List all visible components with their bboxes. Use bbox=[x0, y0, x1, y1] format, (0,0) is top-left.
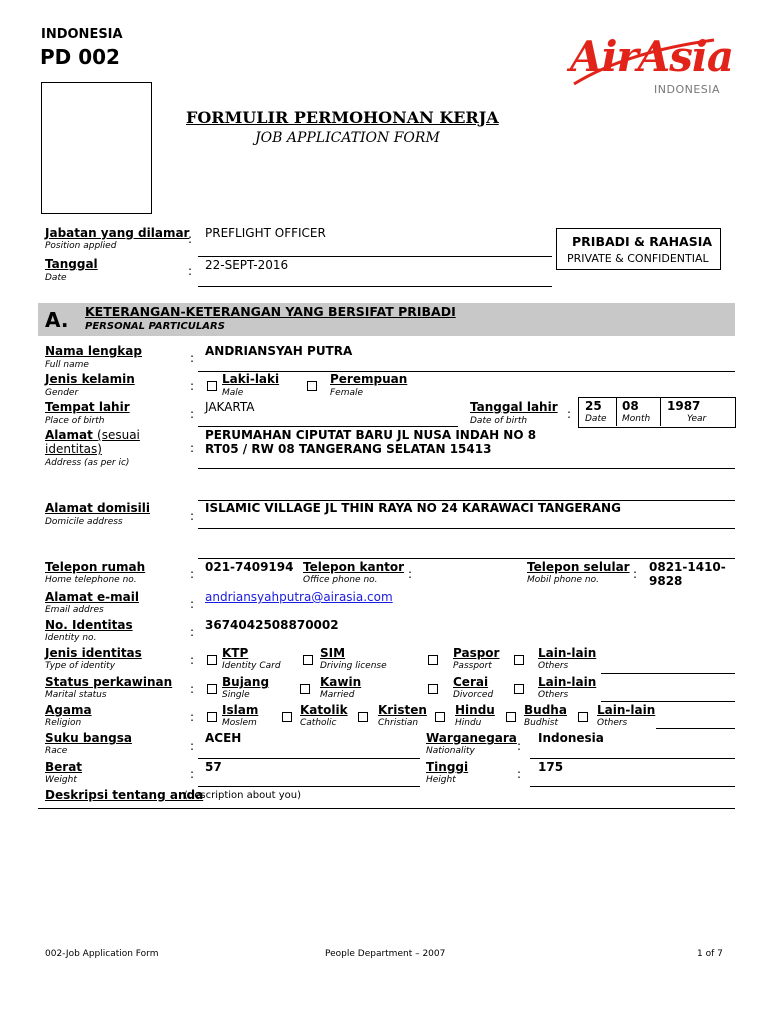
domicile-label: Alamat domisili bbox=[45, 501, 150, 515]
religion-catholic-label: Katolik bbox=[300, 703, 348, 717]
birthplace-sublabel: Place of birth bbox=[45, 416, 105, 426]
photo-box bbox=[41, 82, 152, 214]
birthdate-year-sublabel: Year bbox=[687, 414, 707, 424]
domicile-underline bbox=[198, 528, 735, 529]
religion-budha-sublabel: Budhist bbox=[524, 718, 559, 728]
gender-male-checkbox[interactable] bbox=[207, 381, 217, 391]
gender-male-sublabel: Male bbox=[222, 388, 244, 398]
colon: : bbox=[567, 407, 572, 421]
position-sublabel: Position applied bbox=[45, 241, 117, 251]
birthplace-value[interactable]: JAKARTA bbox=[205, 400, 255, 414]
gender-male-label: Laki-laki bbox=[222, 372, 280, 386]
height-underline bbox=[530, 786, 735, 787]
marital-married-sublabel: Married bbox=[320, 690, 355, 700]
mobile-phone-label: Telepon selular bbox=[527, 560, 630, 574]
gender-female-label: Perempuan bbox=[330, 372, 408, 386]
height-label: Tinggi bbox=[426, 760, 469, 774]
nationality-value[interactable]: Indonesia bbox=[538, 731, 604, 745]
colon: : bbox=[190, 682, 195, 696]
religion-label: Agama bbox=[45, 703, 92, 717]
address-label-note: (sesuai bbox=[97, 428, 140, 442]
id-no-sublabel: Identity no. bbox=[45, 633, 97, 643]
office-phone-sublabel: Office phone no. bbox=[303, 575, 378, 585]
id-other-underline bbox=[601, 673, 735, 674]
height-sublabel: Height bbox=[426, 775, 456, 785]
marital-single-checkbox[interactable] bbox=[207, 684, 217, 694]
colon: : bbox=[190, 379, 195, 393]
gender-label: Jenis kelamin bbox=[45, 372, 135, 386]
mobile-phone-sublabel: Mobil phone no. bbox=[527, 575, 599, 585]
colon: : bbox=[190, 597, 195, 611]
address-label-main: Alamat bbox=[45, 428, 93, 442]
name-sublabel: Full name bbox=[45, 360, 89, 370]
colon: : bbox=[188, 264, 193, 278]
id-no-label: No. Identitas bbox=[45, 618, 133, 632]
religion-islam-sublabel: Moslem bbox=[222, 718, 257, 728]
marital-divorced-label: Cerai bbox=[453, 675, 489, 689]
marital-other-underline bbox=[601, 701, 735, 702]
id-sim-checkbox[interactable] bbox=[303, 655, 313, 665]
description-label: Deskripsi tentang anda bbox=[45, 788, 204, 802]
country-label: INDONESIA bbox=[41, 27, 123, 42]
marital-other-label: Lain-lain bbox=[538, 675, 597, 689]
form-title: FORMULIR PERMOHONAN KERJA bbox=[186, 108, 499, 127]
form-subtitle: JOB APPLICATION FORM bbox=[255, 130, 440, 146]
marital-other-sublabel: Others bbox=[538, 690, 569, 700]
airasia-logo bbox=[566, 22, 734, 100]
birthdate-day[interactable]: 25 bbox=[585, 399, 602, 413]
race-sublabel: Race bbox=[45, 746, 68, 756]
weight-label: Berat bbox=[45, 760, 83, 774]
date-value[interactable]: 22-SEPT-2016 bbox=[205, 258, 289, 272]
id-sim-label: SIM bbox=[320, 646, 346, 660]
name-label: Nama lengkap bbox=[45, 344, 142, 358]
weight-underline bbox=[198, 786, 420, 787]
date-underline bbox=[198, 286, 552, 287]
office-phone-label: Telepon kantor bbox=[303, 560, 405, 574]
religion-other-underline bbox=[656, 728, 735, 729]
doc-code: PD 002 bbox=[40, 45, 120, 69]
race-underline bbox=[198, 758, 420, 759]
section-a-subtitle: PERSONAL PARTICULARS bbox=[85, 321, 225, 332]
position-value[interactable]: PREFLIGHT OFFICER bbox=[205, 226, 326, 240]
colon: : bbox=[190, 739, 195, 753]
religion-christian-sublabel: Christian bbox=[378, 718, 419, 728]
colon: : bbox=[408, 567, 413, 581]
colon: : bbox=[517, 739, 522, 753]
home-phone-label: Telepon rumah bbox=[45, 560, 146, 574]
religion-budha-label: Budha bbox=[524, 703, 567, 717]
home-phone-sublabel: Home telephone no. bbox=[45, 575, 137, 585]
footer-center: People Department – 2007 bbox=[325, 949, 446, 959]
religion-catholic-checkbox[interactable] bbox=[282, 712, 292, 722]
religion-hindu-label: Hindu bbox=[455, 703, 495, 717]
nationality-label: Warganegara bbox=[426, 731, 517, 745]
marital-label: Status perkawinan bbox=[45, 675, 173, 689]
id-type-sublabel: Type of identity bbox=[45, 661, 116, 671]
gender-female-checkbox[interactable] bbox=[307, 381, 317, 391]
phone-topline bbox=[198, 558, 735, 559]
religion-catholic-sublabel: Catholic bbox=[300, 718, 337, 728]
name-value[interactable]: ANDRIANSYAH PUTRA bbox=[205, 344, 353, 358]
race-value[interactable]: ACEH bbox=[205, 731, 242, 745]
description-underline bbox=[38, 808, 735, 809]
colon: : bbox=[190, 441, 195, 455]
marital-single-sublabel: Single bbox=[222, 690, 250, 700]
id-other-label: Lain-lain bbox=[538, 646, 597, 660]
colon: : bbox=[190, 710, 195, 724]
birthdate-label: Tanggal lahir bbox=[470, 400, 558, 414]
id-passport-sublabel: Passport bbox=[453, 661, 492, 671]
height-value[interactable]: 175 bbox=[538, 760, 564, 774]
marital-divorced-checkbox[interactable] bbox=[428, 684, 438, 694]
mobile-phone-value-2[interactable]: 9828 bbox=[649, 574, 683, 588]
id-ktp-label: KTP bbox=[222, 646, 249, 660]
position-label: Jabatan yang dilamar bbox=[45, 226, 190, 240]
weight-sublabel: Weight bbox=[45, 775, 77, 785]
religion-christian-checkbox[interactable] bbox=[358, 712, 368, 722]
religion-hindu-sublabel: Hindu bbox=[455, 718, 482, 728]
id-passport-label: Paspor bbox=[453, 646, 500, 660]
email-value[interactable]: andriansyahputra@airasia.com bbox=[205, 590, 393, 604]
address-label bbox=[45, 428, 140, 442]
race-label: Suku bangsa bbox=[45, 731, 132, 745]
colon: : bbox=[190, 625, 195, 639]
marital-other-checkbox[interactable] bbox=[514, 684, 524, 694]
date-sublabel: Date bbox=[45, 273, 67, 283]
id-ktp-checkbox[interactable] bbox=[207, 655, 217, 665]
religion-other-checkbox[interactable] bbox=[578, 712, 588, 722]
religion-budha-checkbox[interactable] bbox=[506, 712, 516, 722]
confidential-subtitle: PRIVATE & CONFIDENTIAL bbox=[567, 252, 709, 265]
birthdate-day-sublabel: Date bbox=[585, 414, 607, 424]
religion-christian-label: Kristen bbox=[378, 703, 427, 717]
domicile-sublabel: Domicile address bbox=[45, 517, 123, 527]
colon: : bbox=[190, 407, 195, 421]
id-type-label: Jenis identitas bbox=[45, 646, 142, 660]
colon: : bbox=[190, 767, 195, 781]
gender-female-sublabel: Female bbox=[330, 388, 364, 398]
colon: : bbox=[190, 567, 195, 581]
colon: : bbox=[190, 351, 195, 365]
address-sublabel: Address (as per ic) bbox=[45, 458, 130, 468]
marital-married-checkbox[interactable] bbox=[300, 684, 310, 694]
email-label: Alamat e-mail bbox=[45, 590, 139, 604]
mobile-phone-value-1[interactable]: 0821-1410- bbox=[649, 560, 726, 574]
footer-left: 002-Job Application Form bbox=[45, 949, 159, 959]
birthplace-label: Tempat lahir bbox=[45, 400, 130, 414]
colon: : bbox=[190, 509, 195, 523]
description-sublabel: (description about you) bbox=[184, 790, 301, 801]
religion-other-label: Lain-lain bbox=[597, 703, 656, 717]
religion-islam-label: Islam bbox=[222, 703, 259, 717]
colon: : bbox=[190, 653, 195, 667]
birthdate-month-sublabel: Month bbox=[622, 414, 651, 424]
religion-islam-checkbox[interactable] bbox=[207, 712, 217, 722]
weight-value[interactable]: 57 bbox=[205, 760, 222, 774]
colon: : bbox=[188, 232, 193, 246]
address-label-cont: identitas) bbox=[45, 442, 102, 456]
address-line2[interactable]: RT05 / RW 08 TANGERANG SELATAN 15413 bbox=[205, 442, 492, 456]
religion-other-sublabel: Others bbox=[597, 718, 628, 728]
id-other-sublabel: Others bbox=[538, 661, 569, 671]
section-a-title: KETERANGAN-KETERANGAN YANG BERSIFAT PRIBADI bbox=[85, 304, 456, 319]
birthdate-divider bbox=[660, 397, 661, 426]
logo-subtext: INDONESIA bbox=[654, 83, 721, 96]
id-sim-sublabel: Driving license bbox=[320, 661, 387, 671]
gender-sublabel: Gender bbox=[45, 388, 79, 398]
birthdate-year[interactable]: 1987 bbox=[667, 399, 701, 413]
id-no-value[interactable]: 3674042508870002 bbox=[205, 618, 339, 632]
marital-divorced-sublabel: Divorced bbox=[453, 690, 494, 700]
birthplace-underline bbox=[198, 426, 458, 427]
section-a-letter: A. bbox=[45, 308, 69, 332]
birthdate-divider bbox=[616, 397, 617, 426]
position-underline bbox=[198, 256, 552, 257]
id-passport-checkbox[interactable] bbox=[428, 655, 438, 665]
date-label: Tanggal bbox=[45, 257, 98, 271]
id-other-checkbox[interactable] bbox=[514, 655, 524, 665]
footer-page: 1 of 7 bbox=[697, 949, 723, 959]
colon: : bbox=[517, 767, 522, 781]
colon: : bbox=[633, 567, 638, 581]
birthdate-sublabel: Date of birth bbox=[470, 416, 528, 426]
birthdate-month[interactable]: 08 bbox=[622, 399, 639, 413]
confidential-title: PRIBADI & RAHASIA bbox=[572, 234, 713, 249]
marital-sublabel: Marital status bbox=[45, 690, 107, 700]
address-line1[interactable]: PERUMAHAN CIPUTAT BARU JL NUSA INDAH NO 8 bbox=[205, 428, 537, 442]
id-ktp-sublabel: Identity Card bbox=[222, 661, 281, 671]
religion-sublabel: Religion bbox=[45, 718, 82, 728]
nationality-underline bbox=[530, 758, 735, 759]
logo-wordmark: AirAsia bbox=[570, 32, 734, 81]
nationality-sublabel: Nationality bbox=[426, 746, 475, 756]
address-underline bbox=[198, 468, 735, 469]
email-sublabel: Email addres bbox=[45, 605, 104, 615]
domicile-value[interactable]: ISLAMIC VILLAGE JL THIN RAYA NO 24 KARAWACI TANGERANG bbox=[205, 501, 621, 515]
home-phone-value[interactable]: 021-7409194 bbox=[205, 560, 294, 574]
religion-hindu-checkbox[interactable] bbox=[435, 712, 445, 722]
marital-single-label: Bujang bbox=[222, 675, 270, 689]
marital-married-label: Kawin bbox=[320, 675, 362, 689]
